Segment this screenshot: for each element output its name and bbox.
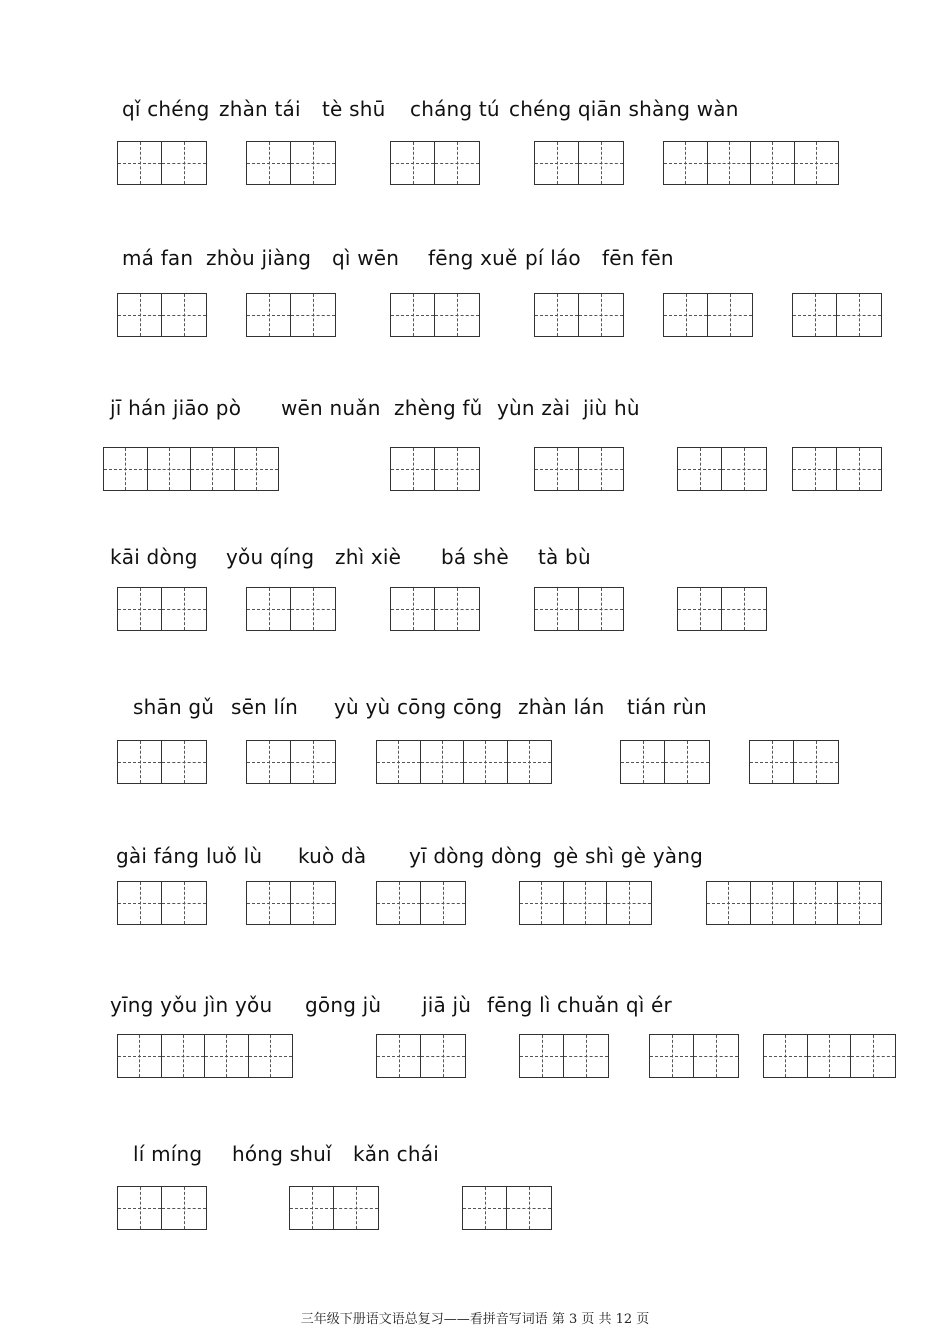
pinyin-label: yī dòng dòng <box>409 844 543 868</box>
grid-cell[interactable] <box>838 882 881 924</box>
grid-cell[interactable] <box>463 1187 507 1229</box>
grid-cell[interactable] <box>678 588 722 630</box>
pinyin-label: jiā jù <box>422 993 472 1017</box>
grid-cell[interactable] <box>665 741 709 783</box>
pinyin-label: wēn nuǎn <box>281 396 381 420</box>
grid-cell[interactable] <box>247 294 291 336</box>
pinyin-label: pí láo <box>525 246 581 270</box>
grid-cell[interactable] <box>162 1187 206 1229</box>
grid-cell[interactable] <box>235 448 278 490</box>
grid-cell[interactable] <box>377 1035 421 1077</box>
writing-grid[interactable] <box>376 881 466 925</box>
pinyin-label: sēn lín <box>231 695 298 719</box>
pinyin-label: cháng tú <box>410 97 500 121</box>
grid-cell[interactable] <box>247 741 291 783</box>
grid-cell[interactable] <box>191 448 235 490</box>
grid-cell[interactable] <box>664 294 708 336</box>
writing-grid[interactable] <box>649 1034 739 1078</box>
pinyin-label: gōng jù <box>305 993 382 1017</box>
writing-grid[interactable] <box>534 293 624 337</box>
grid-cell[interactable] <box>650 1035 694 1077</box>
grid-cell[interactable] <box>148 448 192 490</box>
grid-cell[interactable] <box>391 588 435 630</box>
writing-grid[interactable] <box>792 447 882 491</box>
pinyin-label: tè shū <box>322 97 386 121</box>
grid-cell[interactable] <box>708 142 752 184</box>
pinyin-label: hóng shuǐ <box>232 1142 332 1166</box>
pinyin-label: yù yù cōng cōng <box>334 695 503 719</box>
grid-cell[interactable] <box>435 588 479 630</box>
grid-cell[interactable] <box>421 741 465 783</box>
writing-grid[interactable] <box>246 881 336 925</box>
grid-cell[interactable] <box>118 741 162 783</box>
writing-grid[interactable] <box>534 447 624 491</box>
writing-grid[interactable] <box>390 447 480 491</box>
writing-grid[interactable] <box>117 141 207 185</box>
grid-cell[interactable] <box>247 588 291 630</box>
writing-grid[interactable] <box>763 1034 896 1078</box>
grid-cell[interactable] <box>104 448 148 490</box>
grid-cell[interactable] <box>291 588 335 630</box>
grid-cell[interactable] <box>794 882 838 924</box>
grid-cell[interactable] <box>793 448 837 490</box>
grid-cell[interactable] <box>607 882 651 924</box>
writing-grid[interactable] <box>117 1186 207 1230</box>
pinyin-label: má fan <box>122 246 194 270</box>
grid-cell[interactable] <box>118 1035 162 1077</box>
grid-cell[interactable] <box>507 1187 551 1229</box>
grid-cell[interactable] <box>851 1035 895 1077</box>
grid-cell[interactable] <box>535 588 579 630</box>
grid-cell[interactable] <box>520 1035 564 1077</box>
pinyin-label: fēng lì <box>487 993 551 1017</box>
grid-cell[interactable] <box>205 1035 249 1077</box>
writing-grid[interactable] <box>117 1034 293 1078</box>
writing-grid[interactable] <box>663 141 839 185</box>
grid-cell[interactable] <box>435 294 479 336</box>
writing-grid[interactable] <box>103 447 279 491</box>
writing-grid[interactable] <box>376 740 552 784</box>
writing-grid[interactable] <box>246 587 336 631</box>
grid-cell[interactable] <box>435 448 479 490</box>
grid-cell[interactable] <box>535 294 579 336</box>
grid-cell[interactable] <box>118 294 162 336</box>
grid-cell[interactable] <box>764 1035 808 1077</box>
writing-grid[interactable] <box>620 740 710 784</box>
writing-grid[interactable] <box>677 587 767 631</box>
writing-grid[interactable] <box>534 587 624 631</box>
grid-cell[interactable] <box>377 882 421 924</box>
pinyin-label: zhòu jiàng <box>206 246 312 270</box>
grid-cell[interactable] <box>621 741 665 783</box>
grid-cell[interactable] <box>162 1035 206 1077</box>
writing-grid[interactable] <box>792 293 882 337</box>
grid-cell[interactable] <box>795 142 838 184</box>
grid-cell[interactable] <box>118 882 162 924</box>
writing-grid[interactable] <box>462 1186 552 1230</box>
writing-grid[interactable] <box>117 293 207 337</box>
grid-cell[interactable] <box>377 741 421 783</box>
grid-cell[interactable] <box>520 882 564 924</box>
grid-cell[interactable] <box>290 1187 334 1229</box>
pinyin-label: zhàn tái <box>219 97 301 121</box>
pinyin-label: yǒu qíng <box>226 545 315 569</box>
writing-grid[interactable] <box>390 293 480 337</box>
pinyin-label: kāi dòng <box>110 545 198 569</box>
writing-grid[interactable] <box>663 293 753 337</box>
writing-grid[interactable] <box>749 740 839 784</box>
writing-grid[interactable] <box>390 141 480 185</box>
pinyin-label: zhèng fǔ <box>394 396 483 420</box>
grid-cell[interactable] <box>751 882 795 924</box>
grid-cell[interactable] <box>579 294 623 336</box>
grid-cell[interactable] <box>162 294 206 336</box>
grid-cell[interactable] <box>162 588 206 630</box>
pinyin-label: chéng qiān shàng wàn <box>509 97 739 121</box>
pinyin-label: zhì xiè <box>335 545 402 569</box>
pinyin-label: yùn zài <box>497 396 571 420</box>
writing-grid[interactable] <box>117 740 207 784</box>
grid-cell[interactable] <box>291 142 335 184</box>
pinyin-label: qǐ chéng <box>122 97 210 121</box>
grid-cell[interactable] <box>334 1187 378 1229</box>
writing-grid[interactable] <box>246 141 336 185</box>
grid-cell[interactable] <box>722 588 766 630</box>
grid-cell[interactable] <box>464 741 508 783</box>
pinyin-label: chuǎn qì ér <box>557 993 672 1017</box>
grid-cell[interactable] <box>708 294 752 336</box>
grid-cell[interactable] <box>564 882 608 924</box>
writing-grid[interactable] <box>117 881 207 925</box>
grid-cell[interactable] <box>564 1035 608 1077</box>
writing-grid[interactable] <box>677 447 767 491</box>
grid-cell[interactable] <box>750 741 794 783</box>
grid-cell[interactable] <box>694 1035 738 1077</box>
grid-cell[interactable] <box>664 142 708 184</box>
grid-cell[interactable] <box>837 294 881 336</box>
pinyin-label: jiù hù <box>583 396 640 420</box>
grid-cell[interactable] <box>579 448 623 490</box>
grid-cell[interactable] <box>118 1187 162 1229</box>
grid-cell[interactable] <box>751 142 795 184</box>
grid-cell[interactable] <box>391 142 435 184</box>
grid-cell[interactable] <box>162 142 206 184</box>
grid-cell[interactable] <box>707 882 751 924</box>
grid-cell[interactable] <box>793 294 837 336</box>
pinyin-label: zhàn lán <box>518 695 605 719</box>
grid-cell[interactable] <box>421 1035 465 1077</box>
grid-cell[interactable] <box>118 142 162 184</box>
pinyin-label: fēng xuě <box>428 246 518 270</box>
grid-cell[interactable] <box>247 882 291 924</box>
writing-grid[interactable] <box>390 587 480 631</box>
grid-cell[interactable] <box>435 142 479 184</box>
page-footer: 三年级下册语文语总复习——看拼音写词语 第 3 页 共 12 页 <box>300 1312 650 1327</box>
writing-grid[interactable] <box>706 881 882 925</box>
pinyin-label: tà bù <box>538 545 591 569</box>
writing-grid[interactable] <box>117 587 207 631</box>
pinyin-label: yīng yǒu jìn yǒu <box>110 993 273 1017</box>
pinyin-label: qì wēn <box>332 246 400 270</box>
pinyin-label: luǒ lù <box>206 844 263 868</box>
pinyin-label: kuò dà <box>298 844 367 868</box>
grid-cell[interactable] <box>162 741 206 783</box>
pinyin-label: shān gǔ <box>133 695 215 719</box>
writing-grid[interactable] <box>246 293 336 337</box>
grid-cell[interactable] <box>508 741 551 783</box>
pinyin-label: gè shì gè yàng <box>553 844 703 868</box>
grid-cell[interactable] <box>249 1035 292 1077</box>
grid-cell[interactable] <box>678 448 722 490</box>
pinyin-label: gài fáng <box>116 844 200 868</box>
grid-cell[interactable] <box>391 294 435 336</box>
pinyin-label: lí míng <box>133 1142 203 1166</box>
grid-cell[interactable] <box>722 448 766 490</box>
grid-cell[interactable] <box>535 142 579 184</box>
grid-cell[interactable] <box>291 741 335 783</box>
pinyin-label: fēn fēn <box>602 246 674 270</box>
grid-cell[interactable] <box>579 142 623 184</box>
writing-grid[interactable] <box>246 740 336 784</box>
pinyin-label: bá shè <box>441 545 509 569</box>
grid-cell[interactable] <box>391 448 435 490</box>
grid-cell[interactable] <box>794 741 838 783</box>
grid-cell[interactable] <box>118 588 162 630</box>
writing-grid[interactable] <box>289 1186 379 1230</box>
pinyin-label: kǎn chái <box>353 1142 439 1166</box>
grid-cell[interactable] <box>247 142 291 184</box>
grid-cell[interactable] <box>837 448 881 490</box>
grid-cell[interactable] <box>421 882 465 924</box>
writing-grid[interactable] <box>519 881 652 925</box>
grid-cell[interactable] <box>291 294 335 336</box>
grid-cell[interactable] <box>535 448 579 490</box>
writing-grid[interactable] <box>376 1034 466 1078</box>
writing-grid[interactable] <box>519 1034 609 1078</box>
grid-cell[interactable] <box>162 882 206 924</box>
pinyin-label: tián rùn <box>627 695 707 719</box>
grid-cell[interactable] <box>808 1035 852 1077</box>
grid-cell[interactable] <box>579 588 623 630</box>
pinyin-label: jī hán jiāo pò <box>110 396 242 420</box>
writing-grid[interactable] <box>534 141 624 185</box>
grid-cell[interactable] <box>291 882 335 924</box>
